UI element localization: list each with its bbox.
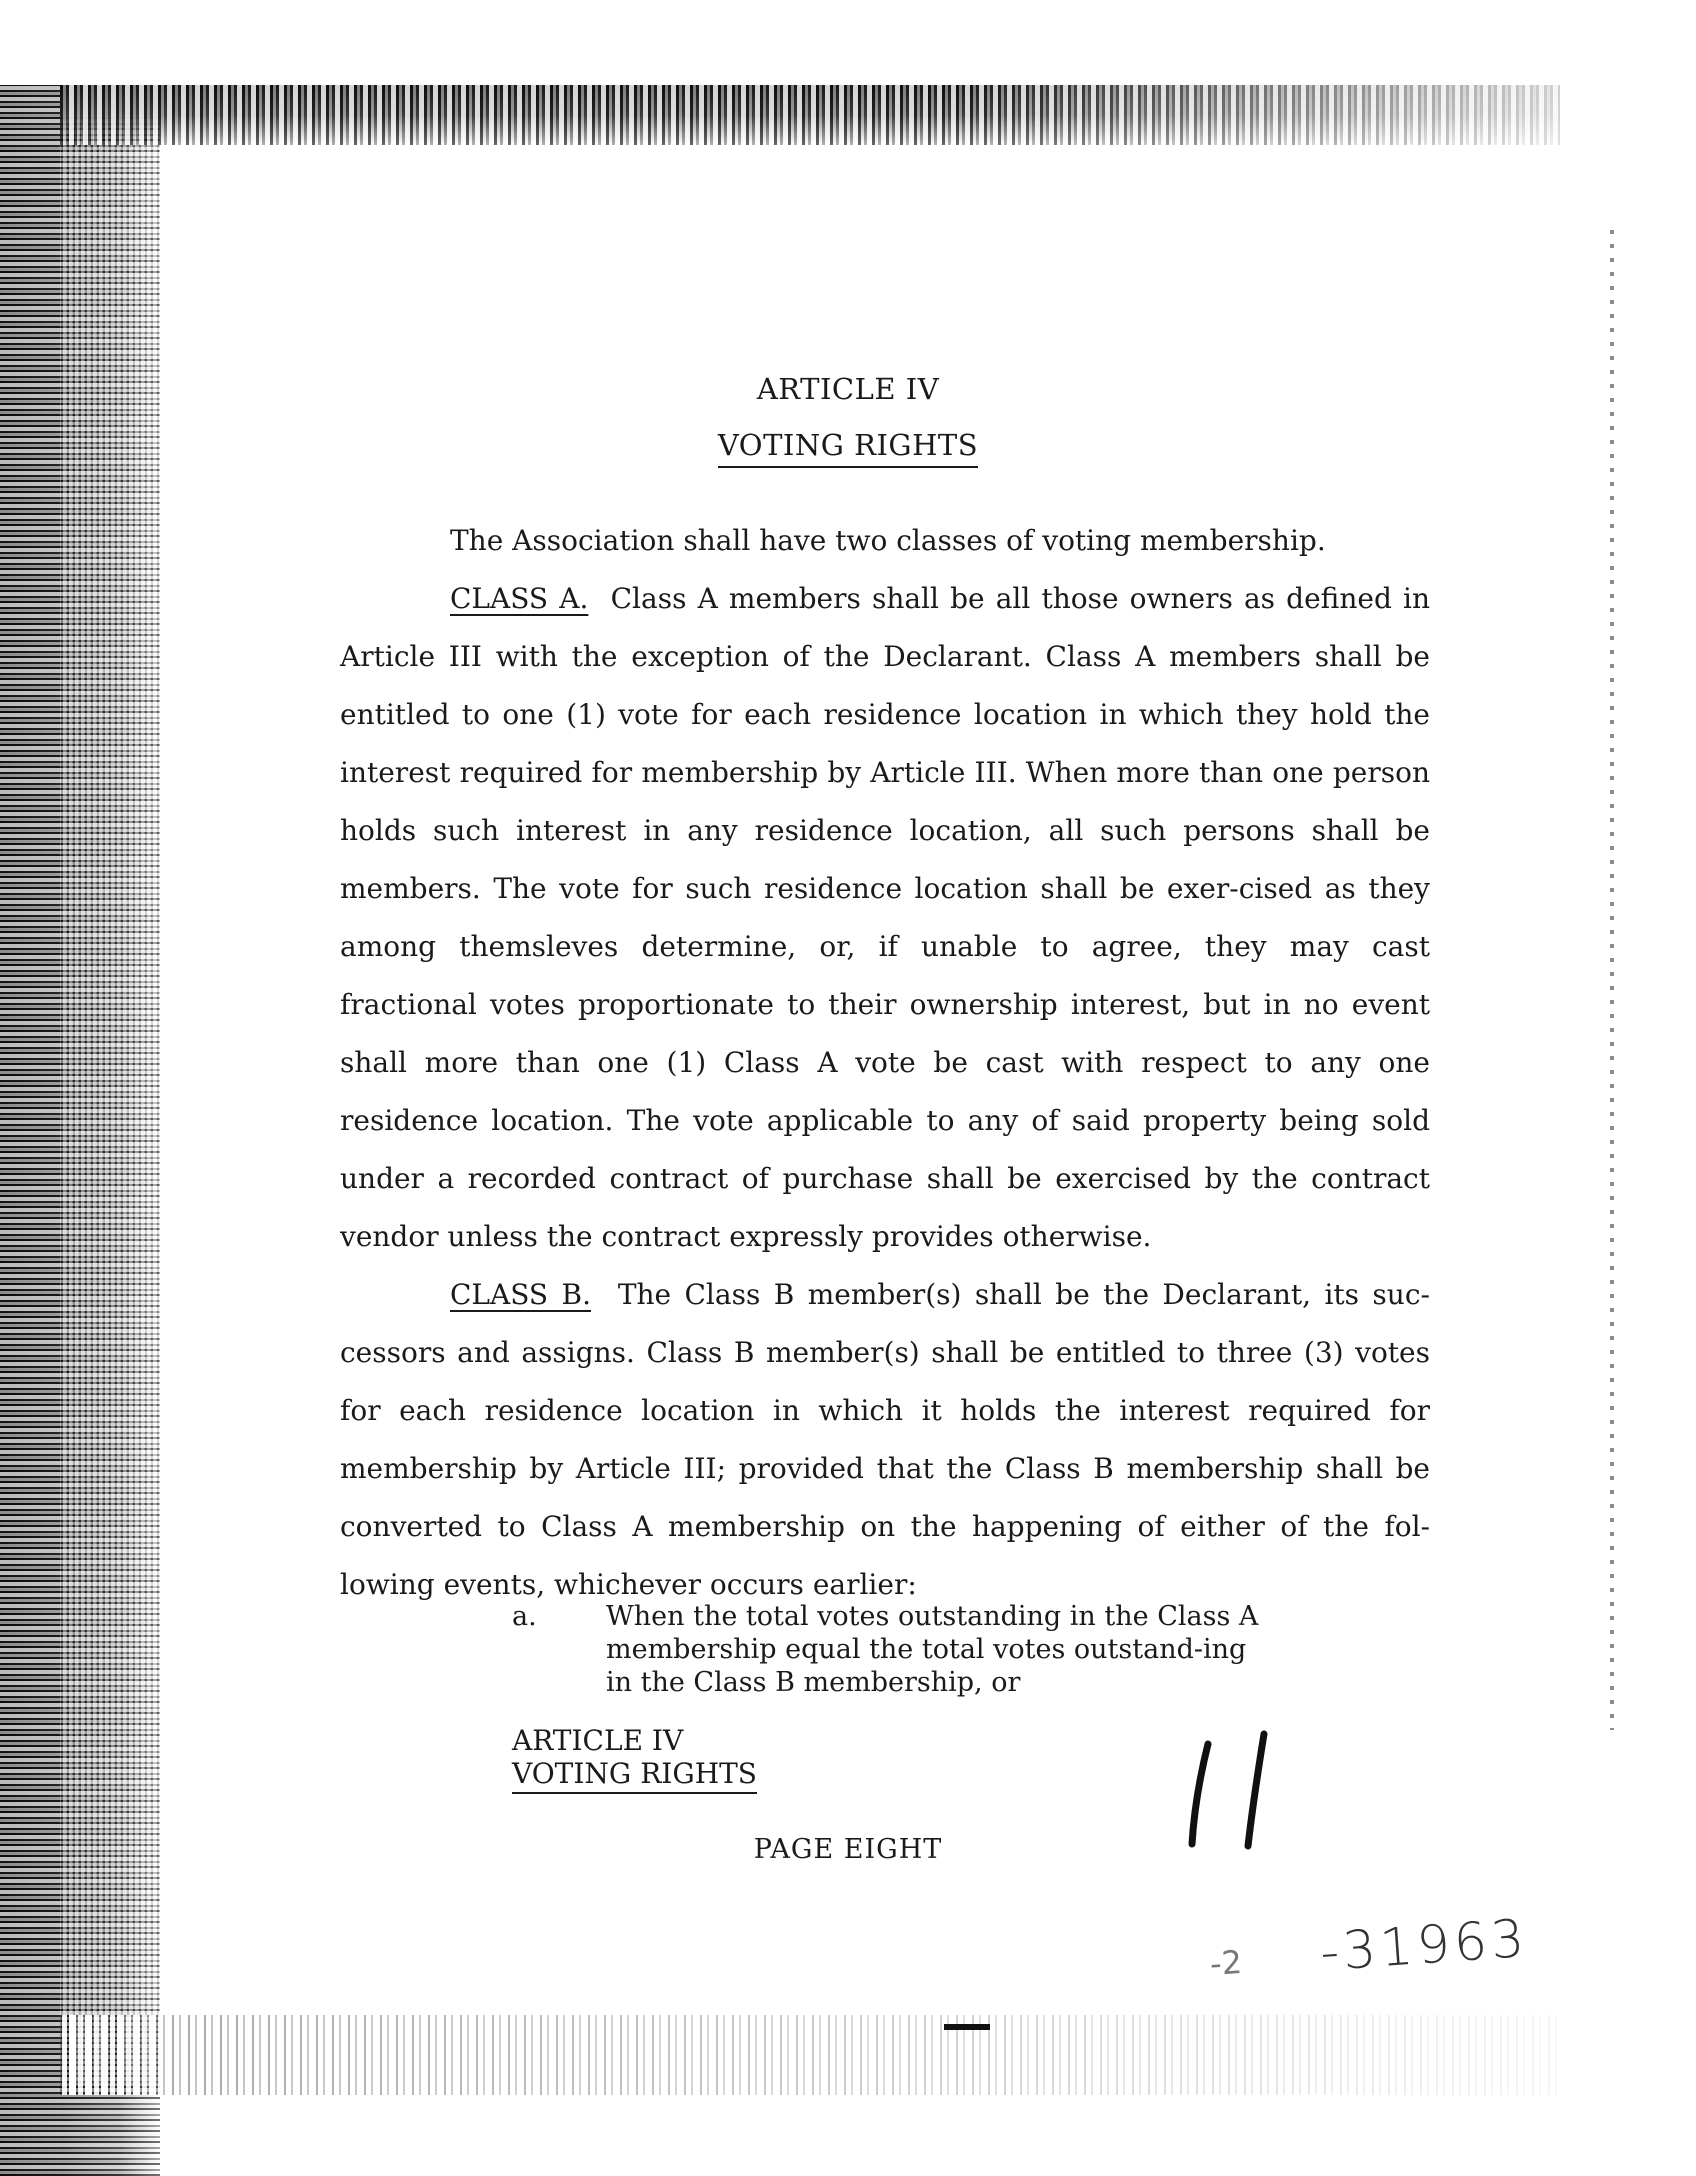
article-subtitle-text: VOTING RIGHTS xyxy=(718,428,978,468)
article-subtitle xyxy=(0,428,1696,462)
article-body xyxy=(340,512,1430,1614)
footer-line-1: ARTICLE IV xyxy=(512,1724,684,1757)
list-marker: a. xyxy=(512,1601,537,1632)
document-number: -31963 xyxy=(1318,1908,1531,1984)
class-b-label: CLASS B. xyxy=(450,1278,591,1311)
footer-article-label xyxy=(512,1724,757,1794)
class-a-text: Class A members shall be all those owners as defined in Article III with the exception of the Declarant. Class A members shall be entitled to one (1) vote for each residence location in which they hold the interest required for membership by Article III. When more than one person holds such interest in any residence location, all such persons shall be members. The vote for such residence location shall be exer-cised as they among themsleves determine, or, if unable to agree, they may cast fractional votes proportionate to their ownership interest, but in no event shall more than one (1) Class A vote be cast with respect to any one residence location. The vote applicable to any of said property being sold under a recorded contract of purchase shall be exercised by the contract vendor unless the contract expressly provides otherwise. xyxy=(340,582,1430,1253)
intro-paragraph: The Association shall have two classes of voting membership. xyxy=(450,524,1326,557)
class-b-paragraph xyxy=(340,1266,1430,1614)
list-item-text: When the total votes outstanding in the Class A membership equal the total votes outstand-ing in the Class B membership, or xyxy=(606,1601,1259,1698)
list-item xyxy=(512,1600,1272,1699)
page-number: PAGE EIGHT xyxy=(753,1834,943,1865)
class-a-paragraph xyxy=(340,570,1430,1266)
scan-edge-bottom xyxy=(60,2015,1560,2095)
class-b-text: The Class B member(s) shall be the Declarant, its suc-cessors and assigns. Class B member(s) shall be entitled to three (3) votes for each residence location in which it holds the interest required for membership by Article III; provided that the Class B membership shall be converted to Class A membership on the happening of either of the fol-lowing events, whichever occurs earlier: xyxy=(340,1278,1430,1601)
class-a-label: CLASS A. xyxy=(450,582,589,615)
footer-line-2: VOTING RIGHTS xyxy=(512,1757,757,1794)
scan-mark xyxy=(944,2024,990,2030)
stamp-prefix: -2 xyxy=(1208,1942,1244,1984)
article-title: ARTICLE IV xyxy=(756,372,940,406)
scan-edge-top xyxy=(60,85,1560,145)
